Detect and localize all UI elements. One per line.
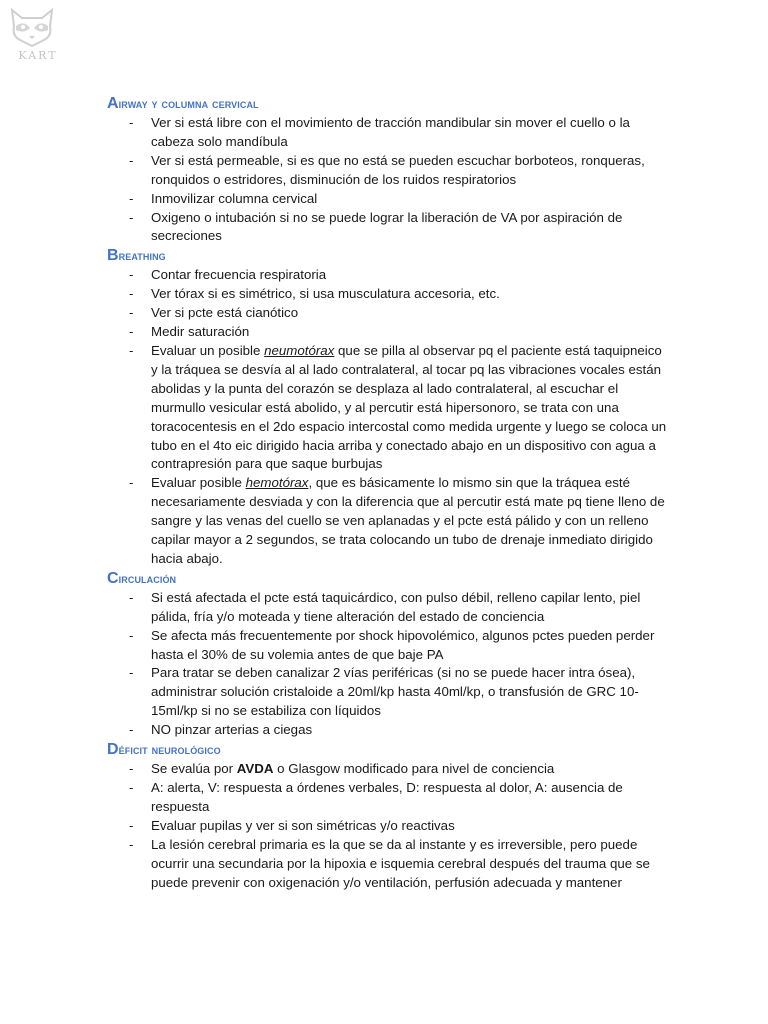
deficit-list bbox=[107, 760, 667, 892]
list-item-neumotorax: - Evaluar un posible neumotórax que se pilla al observar pq el paciente está taquipneico y la tráquea se desvía al al lado contralateral, al tocar pq las vibraciones vocales están abolidas y la punta del corazón se desplaza al lado contralateral, al escuchar el murmullo vesicular está abolido, y al percutir está hipersonoro, se trata con una toracocentesis en el 2do espacio intercostal como medida urgente y luego se coloca un tubo en el 4to eic dirigido hacia arriba y conectado abajo en un dispositivo con agua a contrapresión para que saque burbujas bbox=[107, 342, 667, 474]
list-item: - Inmovilizar columna cervical bbox=[107, 190, 667, 209]
logo-text: KART bbox=[18, 49, 58, 62]
list-item: - Ver si está permeable, si es que no está se pueden escuchar borboteos, ronqueras, ronquidos o estridores, disminución de los ruidos respiratorios bbox=[107, 152, 667, 190]
list-item: - Oxigeno o intubación si no se puede lograr la liberación de VA por aspiración de secreciones bbox=[107, 209, 667, 247]
list-item: - La lesión cerebral primaria es la que se da al instante y es irreversible, pero puede ocurrir una secundaria por la hipoxia e isquemia cerebral después del trauma que se puede prevenir con oxigenación y/o ventilación, perfusión adecuada y mantener bbox=[107, 836, 667, 893]
circulacion-list bbox=[107, 589, 667, 740]
document-body bbox=[107, 94, 667, 892]
list-item: - Para tratar se deben canalizar 2 vías periféricas (si no se puede hacer intra ósea), administrar solución cristaloide a 20ml/kp hasta 40ml/kp, o transfusión de GRC 10-15ml/kp si no se estabiliza con líquidos bbox=[107, 664, 667, 721]
list-item: - Evaluar pupilas y ver si son simétricas y/o reactivas bbox=[107, 817, 667, 836]
section-heading-breathing: Breathing bbox=[107, 247, 166, 265]
list-item: - Ver si está libre con el movimiento de tracción mandibular sin mover el cuello o la cabeza solo mandíbula bbox=[107, 114, 667, 152]
list-item: - Contar frecuencia respiratoria bbox=[107, 266, 667, 285]
list-item: - Medir saturación bbox=[107, 323, 667, 342]
logo bbox=[6, 6, 58, 62]
list-item-hemotorax: - Evaluar posible hemotórax, que es básicamente lo mismo sin que la tráquea esté necesariamente desviada y con la diferencia que al percutir está mate pq tiene lleno de sangre y las venas del cuello se ven aplanadas y el pcte está pálido y con un relleno capilar mayor a 2 segundos, se trata colocando un tubo de drenaje inmediato dirigido hacia abajo. bbox=[107, 474, 667, 569]
term-avda: AVDA bbox=[236, 761, 274, 777]
section-heading-circulacion: Circulación bbox=[107, 569, 177, 587]
list-item: - NO pinzar arterias a ciegas bbox=[107, 721, 667, 740]
list-item: - Se afecta más frecuentemente por shock hipovolémico, algunos pctes pueden perder hasta el 30% de su volemia antes de que baje PA bbox=[107, 627, 667, 665]
airway-list bbox=[107, 114, 667, 246]
raccoon-face-icon bbox=[6, 6, 58, 48]
list-item: - Ver tórax si es simétrico, si usa musculatura accesoria, etc. bbox=[107, 285, 667, 304]
term-neumotorax: neumotórax bbox=[264, 342, 335, 358]
list-item: - A: alerta, V: respuesta a órdenes verbales, D: respuesta al dolor, A: ausencia de respuesta bbox=[107, 779, 667, 817]
section-heading-airway: Airway y columna cervical bbox=[107, 95, 259, 112]
section-heading-deficit: Déficit neurológico bbox=[107, 741, 221, 759]
list-item-avda: - Se evalúa por AVDA o Glasgow modificado para nivel de conciencia bbox=[107, 760, 667, 779]
list-item: - Si está afectada el pcte está taquicárdico, con pulso débil, relleno capilar lento, piel pálida, fría y/o moteada y tiene alteración del estado de conciencia bbox=[107, 589, 667, 627]
term-hemotorax: hemotórax bbox=[245, 475, 309, 491]
list-item: - Ver si pcte está cianótico bbox=[107, 304, 667, 323]
breathing-list bbox=[107, 266, 667, 569]
